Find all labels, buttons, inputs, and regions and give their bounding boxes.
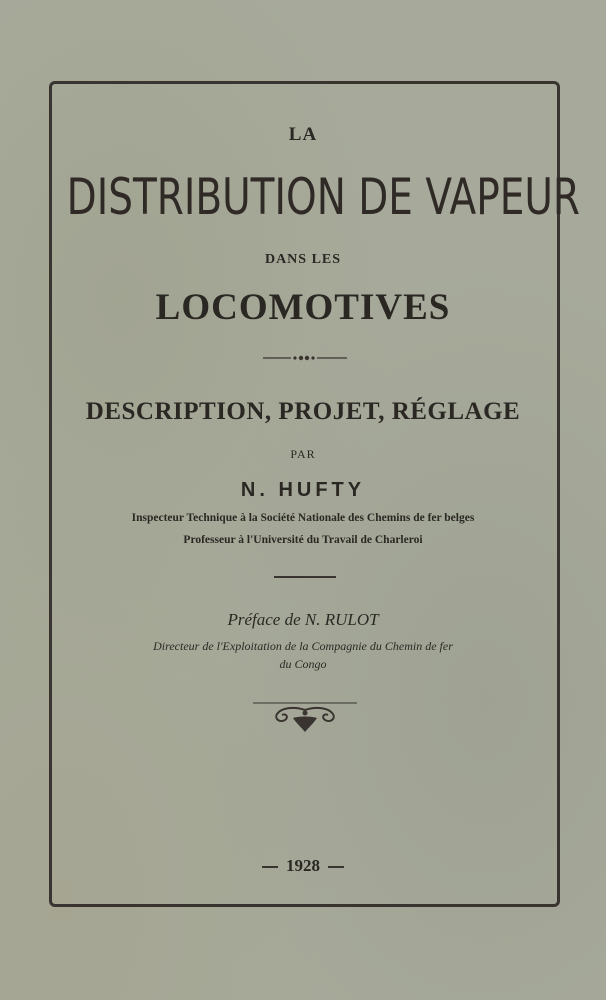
by-label: PAR xyxy=(290,447,316,461)
preface-role-line-1: Directeur de l'Exploitation de la Compagnie du Chemin de fer xyxy=(153,639,453,653)
subtitle: DESCRIPTION, PROJET, RÉGLAGE xyxy=(85,398,521,425)
main-title: DISTRIBUTION DE VAPEUR xyxy=(66,168,581,226)
dash-right xyxy=(328,866,344,868)
preface-credit: Préface de N. RULOT xyxy=(227,610,379,629)
scroll-ornament-icon xyxy=(253,700,357,736)
author-role-1: Inspecteur Technique à la Société Nationale des Chemins de fer belges xyxy=(131,512,475,524)
title-connector: DANS LES xyxy=(264,252,342,267)
dot-rule-ornament-icon xyxy=(263,352,347,364)
title-article: LA xyxy=(288,124,318,145)
preface-role-line-2: du Congo xyxy=(279,657,327,671)
author-name: N. HUFTY xyxy=(240,479,366,501)
publication-year: 1928 xyxy=(286,856,320,875)
divider-rule xyxy=(274,576,336,578)
publication-year-line xyxy=(0,856,606,876)
dash-left xyxy=(262,866,278,868)
author-role-2: Professeur à l'Université du Travail de Charleroi xyxy=(183,534,423,546)
title-subject: LOCOMOTIVES xyxy=(155,287,451,328)
